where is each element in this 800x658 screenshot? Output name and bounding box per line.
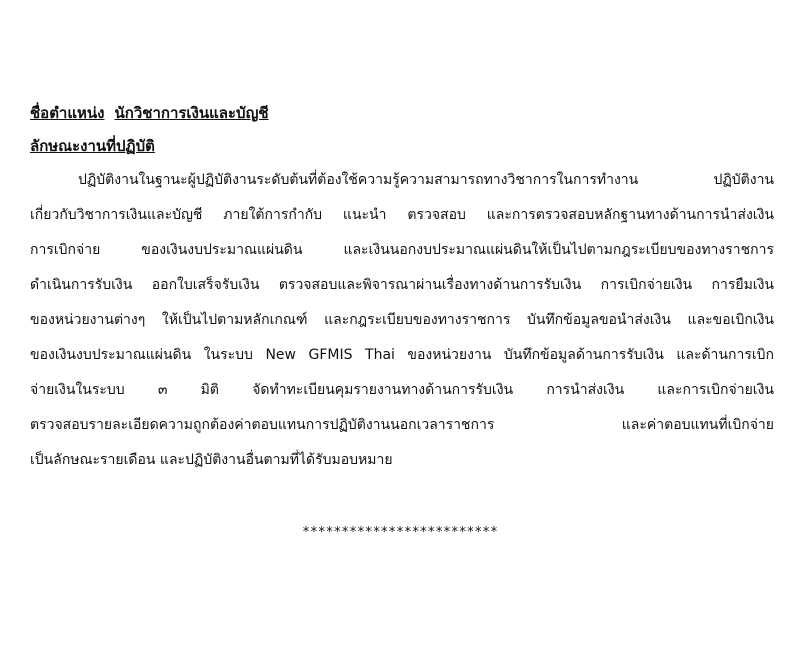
body-line: จ่ายเงินในระบบ ๓ มิติ จัดทำทะเบียนคุมรายงานทางด้านการรับเงิน การนำส่งเงิน และการเบิกจ่ายเงิน: [30, 382, 774, 398]
body-line: เกี่ยวกับวิชาการเงินและบัญชี ภายใต้การกำกับ แนะนำ ตรวจสอบ และการตรวจสอบหลักฐานทางด้านการนำส่งเงิน: [30, 207, 774, 223]
asterisk-separator: *************************: [302, 525, 498, 540]
body-line: ตรวจสอบรายละเอียดความถูกต้องค่าตอบแทนการปฏิบัติงานนอกเวลาราชการ และค่าตอบแทนที่เบิกจ่าย: [30, 417, 774, 433]
body-line: ของเงินงบประมาณแผ่นดิน ในระบบ New GFMIS Thai ของหน่วยงาน บันทึกข้อมูลด้านการรับเงิน และด้านการเบิก: [30, 347, 774, 363]
body-line: เป็นลักษณะรายเดือน และปฏิบัติงานอื่นตามที่ได้รับมอบหมาย: [30, 452, 393, 468]
body-line: ปฏิบัติงานในฐานะผู้ปฏิบัติงานระดับต้นที่ต้องใช้ความรู้ความสามารถทางวิชาการในการทำงาน ปฏิบัติงาน: [78, 172, 774, 188]
section-heading: ลักษณะงานที่ปฏิบัติ: [30, 137, 155, 155]
position-heading: [30, 103, 269, 123]
position-label: ชื่อตำแหน่ง: [30, 104, 105, 122]
body-line: ของหน่วยงานต่างๆ ให้เป็นไปตามหลักเกณฑ์ และกฎระเบียบของทางราชการ บันทึกข้อมูลขอนำส่งเงิน และขอเบิกเงิน: [30, 312, 774, 328]
body-line: ดำเนินการรับเงิน ออกใบเสร็จรับเงิน ตรวจสอบและพิจารณาผ่านเรื่องทางด้านการรับเงิน การเบิกจ่ายเงิน การยืมเงิน: [30, 277, 774, 293]
body-line: การเบิกจ่าย ของเงินงบประมาณแผ่นดิน และเงินนอกงบประมาณแผ่นดินให้เป็นไปตามกฎระเบียบของทางราชการ: [30, 242, 774, 258]
position-title: นักวิชาการเงินและบัญชี: [114, 104, 269, 122]
